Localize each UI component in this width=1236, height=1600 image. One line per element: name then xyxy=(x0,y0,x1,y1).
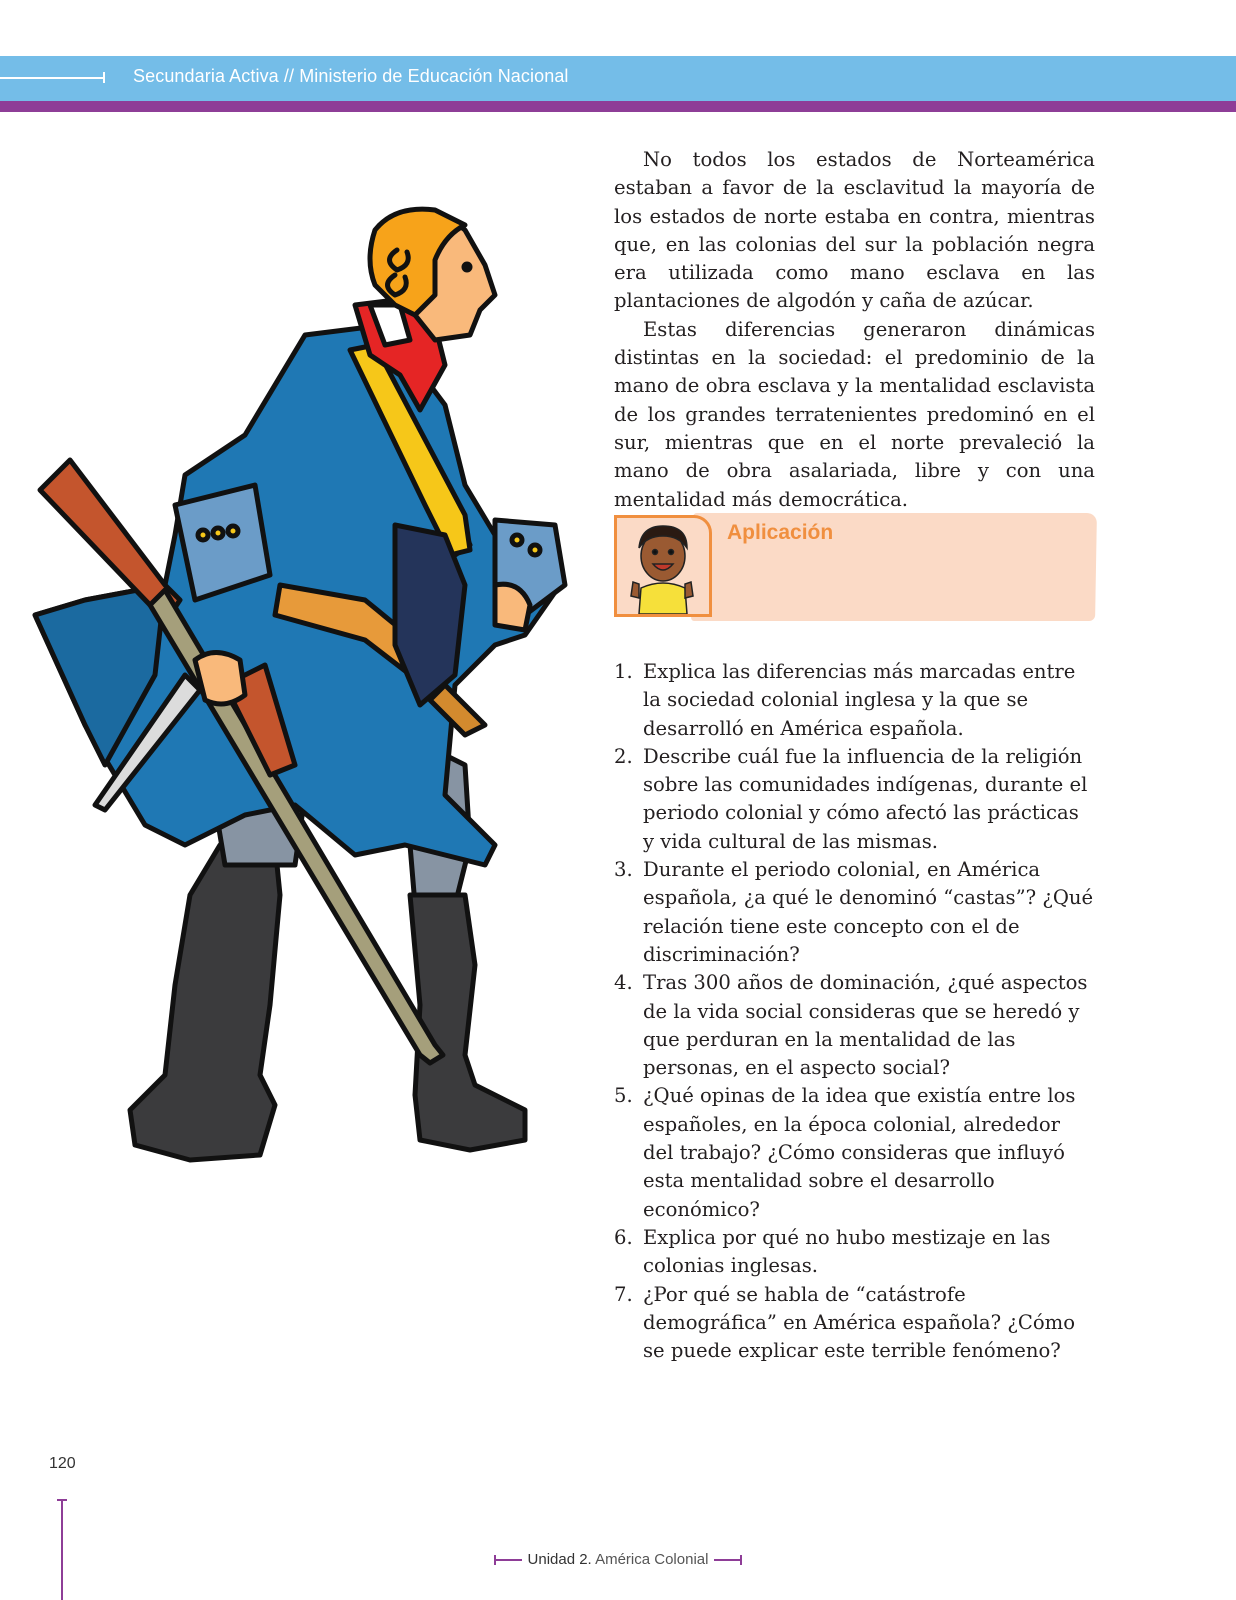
header-title: Secundaria Activa // Ministerio de Educación Nacional xyxy=(133,66,569,86)
questions-list xyxy=(614,658,1095,1365)
list-item: 2. Describe cuál fue la influencia de la religión sobre las comunidades indígenas, durante el periodo colonial y cómo afectó las prácticas y vida cultural de las mismas. xyxy=(614,744,1088,853)
intro-text xyxy=(614,146,1095,514)
footer-dash-right xyxy=(714,1559,742,1561)
list-item: 6. Explica por qué no hubo mestizaje en las colonias inglesas. xyxy=(614,1225,1051,1278)
header-rule-tick xyxy=(103,72,105,83)
application-title: Aplicación xyxy=(727,521,834,544)
header-rule xyxy=(0,77,104,79)
footer-unit-label: Unidad 2. xyxy=(527,1551,592,1568)
header-purple-stripe xyxy=(0,101,1236,112)
colonial-soldier-illustration xyxy=(25,205,585,1190)
intro-paragraph: Estas diferencias generaron dinámicas distintas en la sociedad: el predominio de la mano de obra esclava y la mentalidad esclavista de los grandes terratenientes predominó en el sur, mientras que en el norte prevaleció la mano de obra asalariada, libre y con una mentalidad más democrática. xyxy=(614,317,1095,511)
intro-paragraph: No todos los estados de Norteamérica estaban a favor de la esclavitud la mayoría de los estados de norte estaba en contra, mientras que, en las colonias del sur la población negra era utilizada como mano esclava en las plantaciones de algodón y caña de azúcar. xyxy=(614,148,1095,313)
list-item: 7. ¿Por qué se habla de “catástrofe demográfica” en América española? ¿Cómo se puede explicar este terrible fenómeno? xyxy=(614,1282,1076,1363)
page-number: 120 xyxy=(49,1455,76,1472)
footer-vertical-rule xyxy=(61,1500,63,1600)
footer xyxy=(0,1551,1236,1568)
footer-dash-left xyxy=(494,1559,522,1561)
list-item: 3. Durante el periodo colonial, en América española, ¿a qué le denominó “castas”? ¿Qué relación tiene este concepto con el de discriminación? xyxy=(614,858,1094,966)
student-thumbs-up-icon xyxy=(614,515,712,617)
list-item: 1. Explica las diferencias más marcadas entre la sociedad colonial inglesa y la que se desarrolló en América española. xyxy=(614,660,1076,740)
list-item: 5. ¿Qué opinas de la idea que existía entre los españoles, en la época colonial, alrededor del trabajo? ¿Cómo consideras que influyó esta mentalidad sobre el desarrollo económico? xyxy=(614,1084,1076,1221)
footer-unit-topic: América Colonial xyxy=(595,1551,709,1568)
application-section-header xyxy=(614,513,1094,621)
list-item: 4. Tras 300 años de dominación, ¿qué aspectos de la vida social consideras que se heredó y que perduran en la mentalidad de las personas, en el aspecto social? xyxy=(614,971,1088,1080)
